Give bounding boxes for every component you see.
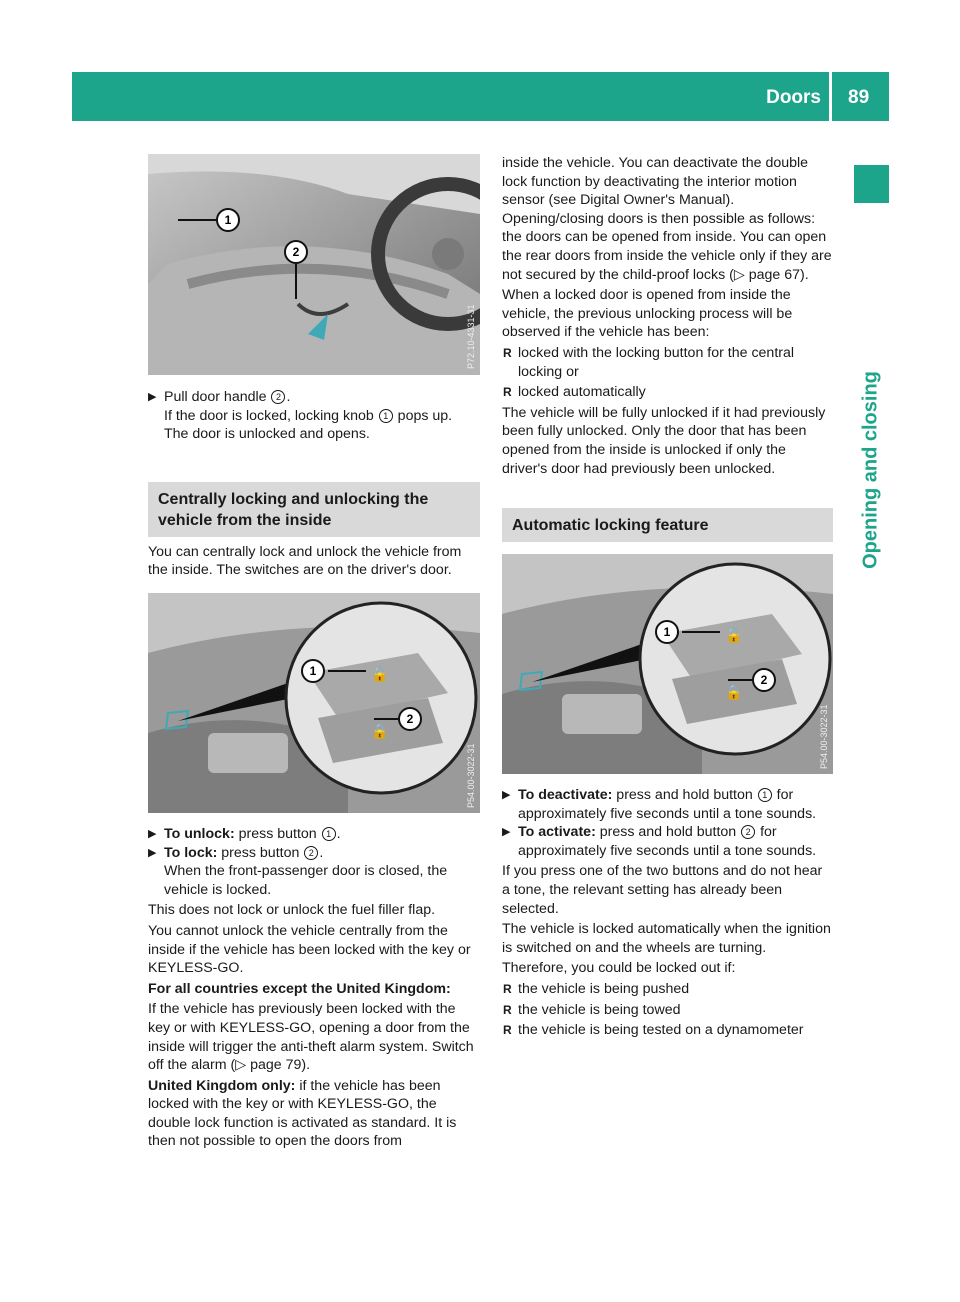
bullet-icon: R (503, 1002, 512, 1017)
paragraph: United Kingdom only: if the vehicle has been locked with the key or with KEYLESS-GO, the double lock function is activated as standard. It is then not possible to open the doors from (148, 1077, 457, 1150)
automatic-locking-switches-figure (502, 554, 833, 774)
bullet-icon: R (503, 982, 512, 997)
paragraph: inside the vehicle. You can deactivate the double lock function by deactivating the interior motion sensor (see Digital Owner's Manual). Opening/closing doors is then possible as follows: the doors can be opened from inside. You can open the rear doors from inside the vehicle only if they are not secured by the child-proof locks (▷ page 67). (502, 155, 832, 283)
unlock-icon: 🔓 (371, 665, 389, 682)
svg-text:2: 2 (406, 711, 414, 726)
section-title: Doors (766, 87, 821, 108)
list-item: R the vehicle is being tested on a dynamometer (503, 1022, 804, 1039)
right-column (502, 154, 833, 1040)
callout-2-icon: 2 (304, 846, 318, 860)
activate-instruction: ▶ To activate: press and hold button 2 for approximately five seconds until a tone sounds. (502, 824, 817, 859)
chapter-tab (854, 165, 889, 203)
svg-text:2: 2 (760, 673, 768, 688)
automatic-locking-switches-illustration (502, 554, 833, 774)
section-heading: Centrally locking and unlocking the vehicle from the inside (148, 482, 480, 537)
page-header (72, 72, 889, 121)
page-number: 89 (848, 87, 870, 108)
svg-text:1: 1 (663, 625, 671, 640)
list-item: R locked with the locking button for the central locking or (503, 344, 795, 380)
instruction-arrow-icon: ▶ (148, 391, 157, 403)
paragraph: If the vehicle has previously been locked with the key or with KEYLESS-GO, opening a door from the inside will trigger the anti-theft alarm system. Switch off the alarm (▷ page 79). (148, 1001, 474, 1074)
callout-2-icon: 2 (271, 390, 285, 404)
lock-icon: 🔒 (371, 722, 389, 739)
page-ref-icon: ▷ (235, 1057, 247, 1074)
instruction-arrow-icon: ▶ (148, 827, 157, 840)
paragraph: This does not lock or unlock the fuel filler flap. (148, 902, 436, 919)
svg-text:1: 1 (224, 213, 232, 227)
svg-text:P54.00-3022-31: P54.00-3022-31 (819, 704, 829, 770)
subheading: For all countries except the United Kingdom: (148, 980, 451, 997)
svg-text:P72.10-4331-31: P72.10-4331-31 (466, 304, 476, 369)
list-item: R the vehicle is being pushed (503, 981, 690, 998)
callout-1-icon: 1 (758, 788, 772, 802)
callout-1-icon: 1 (379, 409, 393, 423)
paragraph: The vehicle is locked automatically when the ignition is switched on and the wheels are turning. (502, 921, 831, 956)
door-handle-figure (148, 154, 480, 375)
header-divider (829, 72, 832, 121)
deactivate-instruction: ▶ To deactivate: press and hold button 1 for approximately five seconds until a tone sounds. (502, 787, 817, 822)
paragraph: If you press one of the two buttons and do not hear a tone, the relevant setting has already been selected. (502, 863, 823, 917)
central-locking-switches-illustration (148, 593, 480, 813)
section-heading: Automatic locking feature (502, 508, 833, 542)
list-item: R the vehicle is being towed (503, 1001, 681, 1018)
unlock-icon: 🔓 (725, 627, 743, 644)
chapter-side-label-text: Opening and closing (859, 371, 882, 569)
instruction-arrow-icon: ▶ (148, 846, 157, 859)
instruction-arrow-icon: ▶ (502, 789, 511, 802)
bullet-icon: R (503, 345, 512, 360)
lock-icon: 🔒 (725, 684, 743, 701)
paragraph: When a locked door is opened from inside the vehicle, the previous unlocking process will be observed if the vehicle has been: (502, 287, 793, 341)
bullet-icon: R (503, 1023, 512, 1038)
central-locking-switches-figure (148, 593, 480, 813)
svg-text:2: 2 (292, 245, 300, 259)
door-handle-illustration (148, 154, 480, 375)
lock-instruction: ▶ To lock: press button 2 . When the front-passenger door is closed, the vehicle is locked. (148, 844, 448, 898)
pull-handle-instruction: ▶ Pull door handle 2 . If the door is locked, locking knob 1 pops up. The door is unlocked and opens. (148, 389, 453, 443)
unlock-instruction: ▶ To unlock: press button 1 . (148, 825, 341, 842)
svg-text:1: 1 (309, 663, 317, 678)
callout-1-icon: 1 (322, 827, 336, 841)
page-ref-icon: ▷ (733, 266, 745, 283)
bullet-icon: R (503, 385, 512, 400)
callout-2-icon: 2 (741, 825, 755, 839)
paragraph: The vehicle will be fully unlocked if it had previously been fully unlocked. Only the door that has been opened from the inside is unlocked if only the driver's door had previously been unlocked. (502, 404, 826, 477)
page-ref-link[interactable]: page 79). (250, 1057, 311, 1074)
paragraph: Therefore, you could be locked out if: (502, 960, 736, 977)
list-item: R locked automatically (503, 384, 646, 401)
paragraph: You cannot unlock the vehicle centrally from the inside if the vehicle has been locked with the key or KEYLESS-GO. (148, 922, 471, 977)
left-column (148, 154, 480, 1151)
instruction-arrow-icon: ▶ (502, 826, 511, 839)
page-ref-link[interactable]: page 67). (748, 266, 809, 283)
svg-text:P54.00-3022-31: P54.00-3022-31 (466, 743, 476, 808)
paragraph: You can centrally lock and unlock the vehicle from the inside. The switches are on the driver's door. (148, 543, 462, 579)
